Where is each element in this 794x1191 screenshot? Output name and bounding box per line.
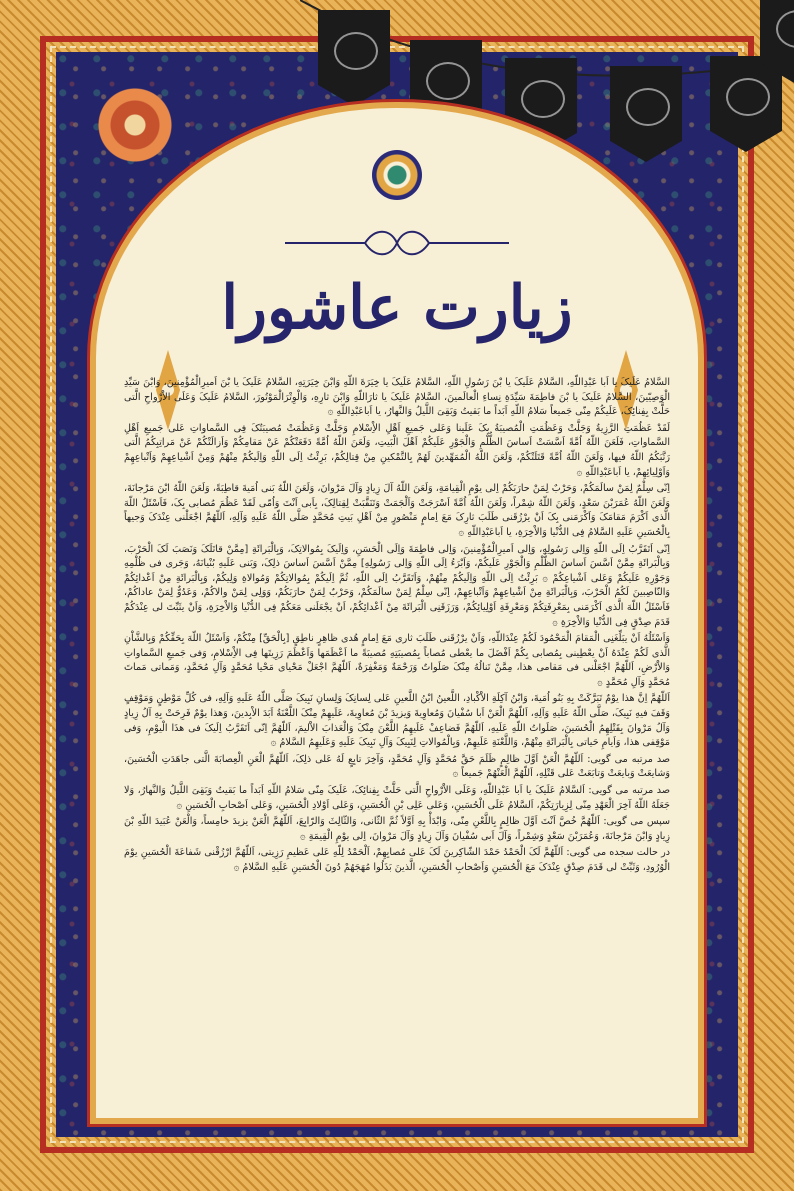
paragraph: اِنّی سِلْمٌ لِمَنْ سالَمَکُمْ، وَحَرْبٌ لِمَنْ حارَبَکُمْ اِلی یوْمِ الْقِیامَةِ، وَلَعَنَ اللّهُ آلَ زِیادٍ وَآلَ مَرْوانَ، وَلَعَنَ اللّهُ بَنی اُمَیةَ قاطِبَةً، وَلَعَنَ اللّهُ ابْنَ مَرْجانَةَ، وَلَعَنَ اللّهُ عُمَرَبْنَ سَعْدٍ، وَلَعَنَ اللّهُ شِمْراً، وَلَعَنَ اللّهُ اُمَّةً اَسْرَجَتْ وَاَلْجَمَتْ وَتَنَقَّبَتْ لِقِتالِکَ، بِاَبی اَنْتَ وَاُمّی لَقَدْ عَظُمَ مُصابی بِکَ، فَاَسْئَلُ اللّهَ الَّذی اَکْرَمَ مَقامَکَ وَاَکْرَمَنی بِکَ اَنْ یرْزُقَنی طَلَبَ ثارِکَ مَعَ اِمامٍ مَنْصُورٍ مِنْ اَهْلِ بَیتِ مُحَمَّدٍ صَلَّی اللّهُ عَلَیهِ وَآلِهِ، اَللّهُمَّ اجْعَلْنی عِنْدَکَ وَجیهاً بِالْحُسَینِ عَلَیهِ السَّلامُ فِی الدُّنْیا وَالاْخِرَةِ، یا اَباعَبْدِاللّهِ ۞ (124, 483, 670, 538)
paragraph: اِنّی اَتَقَرَّبُ اِلَی اللّهِ وَاِلی رَسُولِهِ، وَاِلی اَمیرِالْمُؤْمِنینَ، وَاِلی فاطِمَةَ وَاِلَی الْحَسَنِ، وَاِلَیکَ بِمُوالاتِکَ، وَبِالْبَرائَةِ [مِمَّنْ قاتَلَکَ وَنَصَبَ لَکَ الْحَرْبَ، وَبِالْبَرائَةِ مِمَّنْ اَسَّسَ اَساسَ الظُّلْمِ وَالْجَوْرِ عَلَیکُمْ، وَاَبْرَءُ اِلَی اللّهِ وَاِلی رَسُولِهِ] مِمَّنْ اَسَّسَ اَساسَ ذلِکَ، وَبَنی عَلَیهِ بُنْیانَهُ، وَجَری فی ظُلْمِهِ وَجَوْرِهِ عَلَیکُمْ وَعَلی اَشْیاعِکُمْ ۞ بَرِئْتُ اِلَی اللّهِ وَاِلَیکُمْ مِنْهُمْ، وَاَتَقَرَّبُ اِلَی اللّهِ، ثُمَّ اِلَیکُمْ بِمُوالاتِکُمْ وَمُوالاةِ وَلِیکُمْ، وَبِالْبَرائَةِ مِنْ اَعْدائِکُمْ وَالنّاصِبینَ لَکُمُ الْحَرْبَ، وَبِالْبَرائَةِ مِنْ اَشْیاعِهِمْ وَاَتْباعِهِمْ، اِنّی سِلْمٌ لِمَنْ سالَمَکُمْ، وَحَرْبٌ لِمَنْ حارَبَکُمْ، وَوَلِی لِمَنْ والاکُمْ، وَعَدُوٌّ لِمَنْ عاداکُمْ، فَاَسْئَلُ اللّهَ الَّذی اَکْرَمَنی بِمَعْرِفَتِکُمْ وَمَعْرِفَةِ اَوْلِیائِکُمْ، وَرَزَقَنِی الْبَرائَةَ مِنْ اَعْدائِکُمْ، اَنْ یجْعَلَنی مَعَکُمْ فِی الدُّنْیا وَالاْخِرَةِ، وَاَنْ یثَبِّتَ لی عِنْدَکُمْ قَدَمَ صِدْقٍ فِی الدُّنْیا وَالاْخِرَةِ ۞ (124, 543, 670, 628)
flower-ornament-icon (90, 80, 180, 170)
paragraph: سپس می گویی: اَللّهُمَّ خُصَّ اَنْتَ اَوَّلَ ظالِمٍ بِاللَّعْنِ مِنّی، وَابْدَأْ بِهِ اَوَّلاً ثُمَّ الثّانی، وَالثّالِثَ وَالرّابِعَ، اَللّهُمَّ الْعَنْ یزیدَ خامِساً، وَالْعَنْ عُبَیدَ اللّهِ بْنَ زِیادٍ وَابْنَ مَرْجانَةَ، وَعُمَرَبْنَ سَعْدٍ وَشِمْراً، وَآلَ اَبی سُفْیانَ وَآلَ زِیادٍ وَآلَ مَرْوانَ، اِلی یوْمِ الْقِیمَةِ ۞ (124, 816, 670, 842)
paragraph: وَاَسْئَلُهُ اَنْ یبَلِّغَنِی الْمَقامَ الْمَحْمُودَ لَکُمْ عِنْدَاللّهِ، وَاَنْ یرْزُقَنی طَلَبَ ثاری مَعَ اِمامٍ هُدی ظاهِرٍ ناطِقٍ [بِالْحَقِّ] مِنْکُمْ، وَاَسْئَلُ اللّهَ بِحَقِّکُمْ وَبِالشَّاْنِ الَّذی لَکُمْ عِنْدَهُ اَنْ یعْطِینی بِمُصابی بِکُمْ اَفْضَلَ ما یعْطی مُصاباً بِمُصیبَتِهِ مُصیبَةً ما اَعْظَمَها وَاَعْظَمَ رَزِیتَها فِی الاِْسْلامِ، وَفی جَمیعِ السَّماواتِ وَالاَْرْضِ، اَللّهُمَّ اجْعَلْنی فی مَقامی هذا، مِمَّنْ تَنالُهُ مِنْکَ صَلَواتٌ وَرَحْمَةٌ وَمَغْفِرَةٌ، اَللّهُمَّ اجْعَلْ مَحْیای مَحْیا مُحَمَّدٍ وَآلِ مُحَمَّدٍ، وَمَماتی مَماتَ مُحَمَّدٍ وَآلِ مُحَمَّدٍ ۞ (124, 633, 670, 688)
rosette-icon (372, 150, 422, 200)
paragraph: در حالت سجده می گویی: اَللّهُمَّ لَکَ الْحَمْدُ حَمْدَ الشّاکِرینَ لَکَ عَلی مُصابِهِمْ، اَلْحَمْدُ لِلّهِ عَلی عَظیمِ رَزِیتی، اَللّهُمَّ ارْزُقْنی شَفاعَةَ الْحُسَینِ یوْمَ الْوُرُودِ، وَثَبِّتْ لی قَدَمَ صِدْقٍ عِنْدَکَ مَعَ الْحُسَینِ وَاَصْحابِ الْحُسَینِ، الَّذینَ بَذَلُوا مُهَجَهُمْ دُونَ الْحُسَینِ عَلَیهِ السَّلامُ ۞ (124, 847, 670, 873)
pennant-flag-icon (318, 10, 390, 106)
pennant-flag-icon (610, 66, 682, 162)
paragraph: صد مرتبه می گویی: اَللّهُمَّ الْعَنْ اَوَّلَ ظالِمٍ ظَلَمَ حَقَّ مُحَمَّدٍ وَآلِ مُحَمَّدٍ، وَآخِرَ تابِعٍ لَهُ عَلی ذلِکَ، اَللّهُمَّ الْعَنِ الْعِصابَةَ الَّتی جاهَدَتِ الْحُسَینَ، وَشایعَتْ وَبایعَتْ وَتابَعَتْ عَلی قَتْلِهِ، اَللّهُمَّ الْعَنْهُمْ جَمیعاً ۞ (124, 753, 670, 780)
page-title: زیارت عاشورا (221, 273, 573, 343)
paragraph: صد مرتبه می گویی: اَلسَّلامُ عَلَیکَ یا اَبا عَبْدِاللّهِ، وَعَلَی الاَْرْواحِ الَّتی حَلَّتْ بِفِنائِکَ، عَلَیکَ مِنّی سَلامُ اللّهِ اَبَداً ما بَقیتُ وَبَقِیَ اللَّیلُ وَالنَّهارُ، وَلا جَعَلَهُ اللّهُ آخِرَ الْعَهْدِ مِنّی لِزِیارَتِکُمْ، اَلسَّلامُ عَلَی الْحُسَینِ، وَعَلی عَلِی بْنِ الْحُسَینِ، وَعَلی اَوْلادِ الْحُسَینِ، وَعَلی اَصْحابِ الْحُسَینِ ۞ (124, 785, 670, 811)
paragraph: اَللّهُمَّ اِنَّ هذا یوْمٌ تَبَرَّکَتْ بِهِ بَنُو اُمَیةَ، وَابْنُ آکِلَةِ الاَْکْبادِ، اللَّعینُ ابْنُ اللَّعینِ عَلی لِسانِکَ وَلِسانِ نَبِیکَ صَلَّی اللّهُ عَلَیهِ وَآلِهِ، فی کُلِّ مَوْطِنٍ وَمَوْقِفٍ وَقَفَ فیهِ نَبِیکَ، صَلَّی اللّهُ عَلَیهِ وَآلِهِ، اَللّهُمَّ الْعَنْ اَبا سُفْیانَ وَمُعاوِیةَ وَیزیدَ بْنَ مُعاوِیةَ، عَلَیهِمْ مِنْکَ اللَّعْنَةُ اَبَدَ الاْبِدینَ، وَهذا یوْمٌ فَرِحَتْ بِهِ آلُ زِیادٍ وَآلُ مَرْوانَ بِقَتْلِهِمُ الْحُسَینَ، صَلَواتُ اللّهِ عَلَیهِ، اَللّهُمَّ فَضاعِفْ عَلَیهِمُ اللَّعْنَ مِنْکَ وَالْعَذابَ الاَْلیمَ، اَللّهُمَّ اِنّی اَتَقَرَّبُ اِلَیکَ فی هذَا الْیوْمِ، وَفی مَوْقِفی هذا، وَاَیامِ حَیاتی بِالْبَرائَةِ مِنْهُمْ، وَاللَّعْنَةِ عَلَیهِمْ، وَبِالْمُوالاتِ لِنَبِیکَ وَآلِ نَبِیکَ عَلَیهِ وَعَلَیهِمُ السَّلامُ ۞ (124, 693, 670, 749)
paragraph: لَقَدْ عَظُمَتِ الرَّزِیةُ وَجَلَّتْ وَعَظُمَتِ الْمُصیبَةُ بِکَ عَلَینا وَعَلی جَمیعِ اَهْلِ الاِْسْلامِ وَجَلَّتْ وَعَظُمَتْ مُصیبَتُکَ فِی السَّماواتِ عَلی جَمیعِ اَهْلِ السَّماواتِ، فَلَعَنَ اللّهُ اُمَّةً اَسَّسَتْ اَساسَ الظُّلْمِ وَالْجَوْرِ عَلَیکُمْ اَهْلَ الْبَیتِ، وَلَعَنَ اللّهُ اُمَّةً دَفَعَتْکُمْ عَنْ مَقامِکُمْ وَاَزالَتْکُمْ عَنْ مَراتِبِکُمُ الَّتی رَتَّبَکُمُ اللّهُ فیها، وَلَعَنَ اللّهُ اُمَّةً قَتَلَتْکُمْ، وَلَعَنَ اللّهُ الْمُمَهِّدینَ لَهُمْ بِالتَّمْکینِ مِنْ قِتالِکُمْ، بَرِئْتُ اِلَی اللّهِ وَاِلَیکُمْ مِنْهُمْ وَمِنْ اَشْیاعِهِمْ وَاَتْباعِهِمْ وَاَوْلِیائِهِمْ، یا اَباعَبْدِاللّهِ ۞ (124, 422, 670, 478)
divider-ornament-icon (285, 228, 509, 258)
paragraph: السَّلامُ عَلَیکَ یا اَبا عَبْدِاللّهِ، السَّلامُ عَلَیکَ یا بْنَ رَسُولِ اللّهِ، السَّلامُ عَلَیکَ یا خِیَرَةَ اللّهِ وَابْنَ خِیَرَتِهِ، السَّلامُ عَلَیکَ یا بْنَ اَمیرِالْمُؤْمِنینَ، وَابْنَ سَیِّدِ الْوَصِیّینَ، السَّلامُ عَلَیکَ یا بْنَ فاطِمَةَ سَیِّدَةِ نِساءِ الْعالَمینَ، السَّلامُ عَلَیکَ یا ثارَاللّهِ وَابْنَ ثارِهِ، وَالْوِتْرَالْمَوْتُورَ، السَّلامُ عَلَیکَ وَعَلَی الاَْرْواحِ الَّتی حَلَّتْ بِفِنائِکَ، عَلَیکُمْ مِنّی جَمیعاً سَلامُ اللّهِ اَبَداً ما بَقیتُ وَبَقِیَ اللَّیلُ وَالنَّهارُ، یا اَباعَبْدِاللّهِ ۞ (124, 377, 670, 418)
ziyarat-text (124, 376, 670, 878)
pennant-flag-icon (710, 56, 782, 152)
